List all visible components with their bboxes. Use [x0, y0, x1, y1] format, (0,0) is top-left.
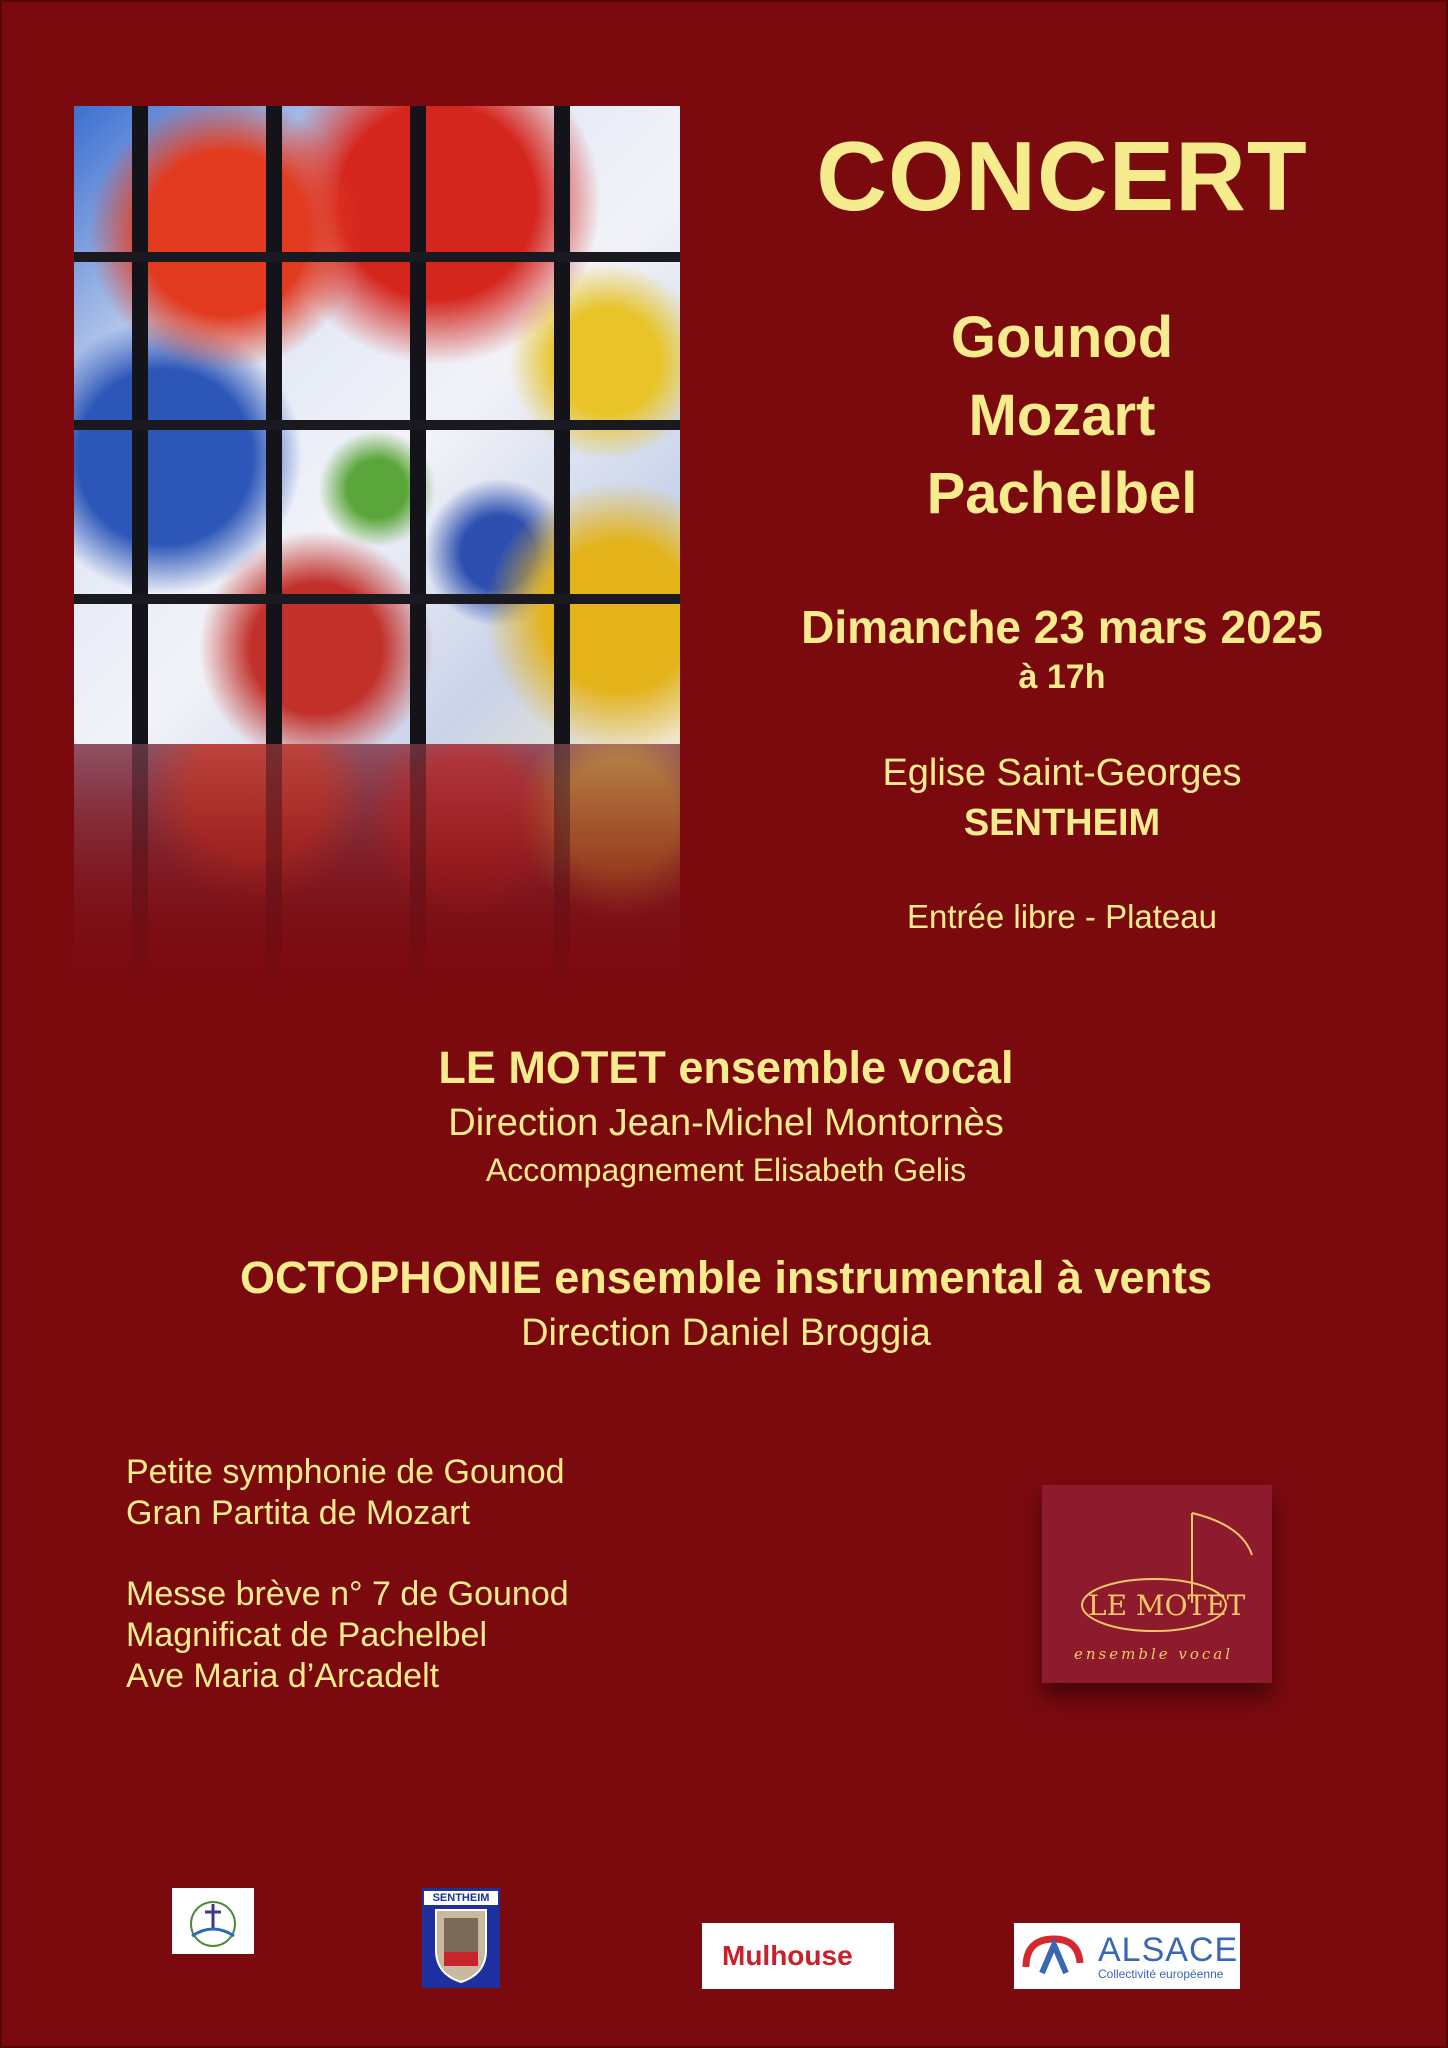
- shield-icon: [422, 1888, 500, 1988]
- sentheim-label: SENTHEIM: [424, 1891, 498, 1905]
- sentheim-coat-of-arms: [422, 1888, 500, 1988]
- program-item: Gran Partita de Mozart: [126, 1494, 470, 1532]
- mulhouse-logo: [702, 1923, 894, 1989]
- octophonie-heading: [2, 1252, 1448, 1304]
- stained-glass-image: [74, 106, 680, 986]
- octophonie-direction: Direction Daniel Broggia: [521, 1312, 931, 1354]
- motet-desc: ensemble vocal: [665, 1042, 1014, 1093]
- motet-logo-text: LE MOTET: [1088, 1589, 1246, 1622]
- alsace-emblem-icon: [1014, 1923, 1094, 1989]
- octophonie-desc: ensemble instrumental à vents: [541, 1252, 1212, 1303]
- program-item: Petite symphonie de Gounod: [126, 1453, 565, 1491]
- venue-town: SENTHEIM: [963, 802, 1161, 844]
- event-date: Dimanche 23 mars 2025: [801, 601, 1323, 653]
- program-item: Magnificat de Pachelbel: [126, 1616, 488, 1654]
- parish-logo: [172, 1888, 254, 1954]
- poster-title: CONCERT: [816, 121, 1308, 231]
- alsace-sub: Collectivité européenne: [1098, 1967, 1224, 1981]
- composer-2: Mozart: [968, 383, 1156, 448]
- octophonie-name: OCTOPHONIE: [240, 1252, 542, 1303]
- stained-glass-window: [74, 106, 680, 744]
- alsace-logo: [1014, 1923, 1240, 1989]
- mulhouse-label: Mulhouse: [722, 1940, 853, 1971]
- motet-heading: [2, 1042, 1448, 1094]
- program-item: Messe brève n° 7 de Gounod: [126, 1575, 569, 1613]
- motet-direction: Direction Jean-Michel Montornès: [448, 1102, 1004, 1144]
- stained-glass-reflection: [74, 744, 680, 986]
- motet-name: LE MOTET: [438, 1042, 666, 1093]
- composer-3: Pachelbel: [926, 461, 1198, 526]
- program-item: Ave Maria d’Arcadelt: [126, 1657, 440, 1695]
- venue-name: Eglise Saint-Georges: [882, 752, 1242, 794]
- composer-1: Gounod: [950, 305, 1174, 370]
- le-motet-logo: [1042, 1485, 1272, 1683]
- program-list: [126, 1452, 569, 1697]
- motet-logo-sub: ensemble vocal: [1074, 1645, 1234, 1663]
- motet-accompaniment: Accompagnement Elisabeth Gelis: [485, 1152, 967, 1188]
- alsace-label: ALSACE: [1098, 1931, 1239, 1969]
- event-time: à 17h: [1018, 658, 1106, 696]
- parish-emblem-icon: [172, 1888, 254, 1954]
- entry-info: Entrée libre - Plateau: [906, 898, 1217, 935]
